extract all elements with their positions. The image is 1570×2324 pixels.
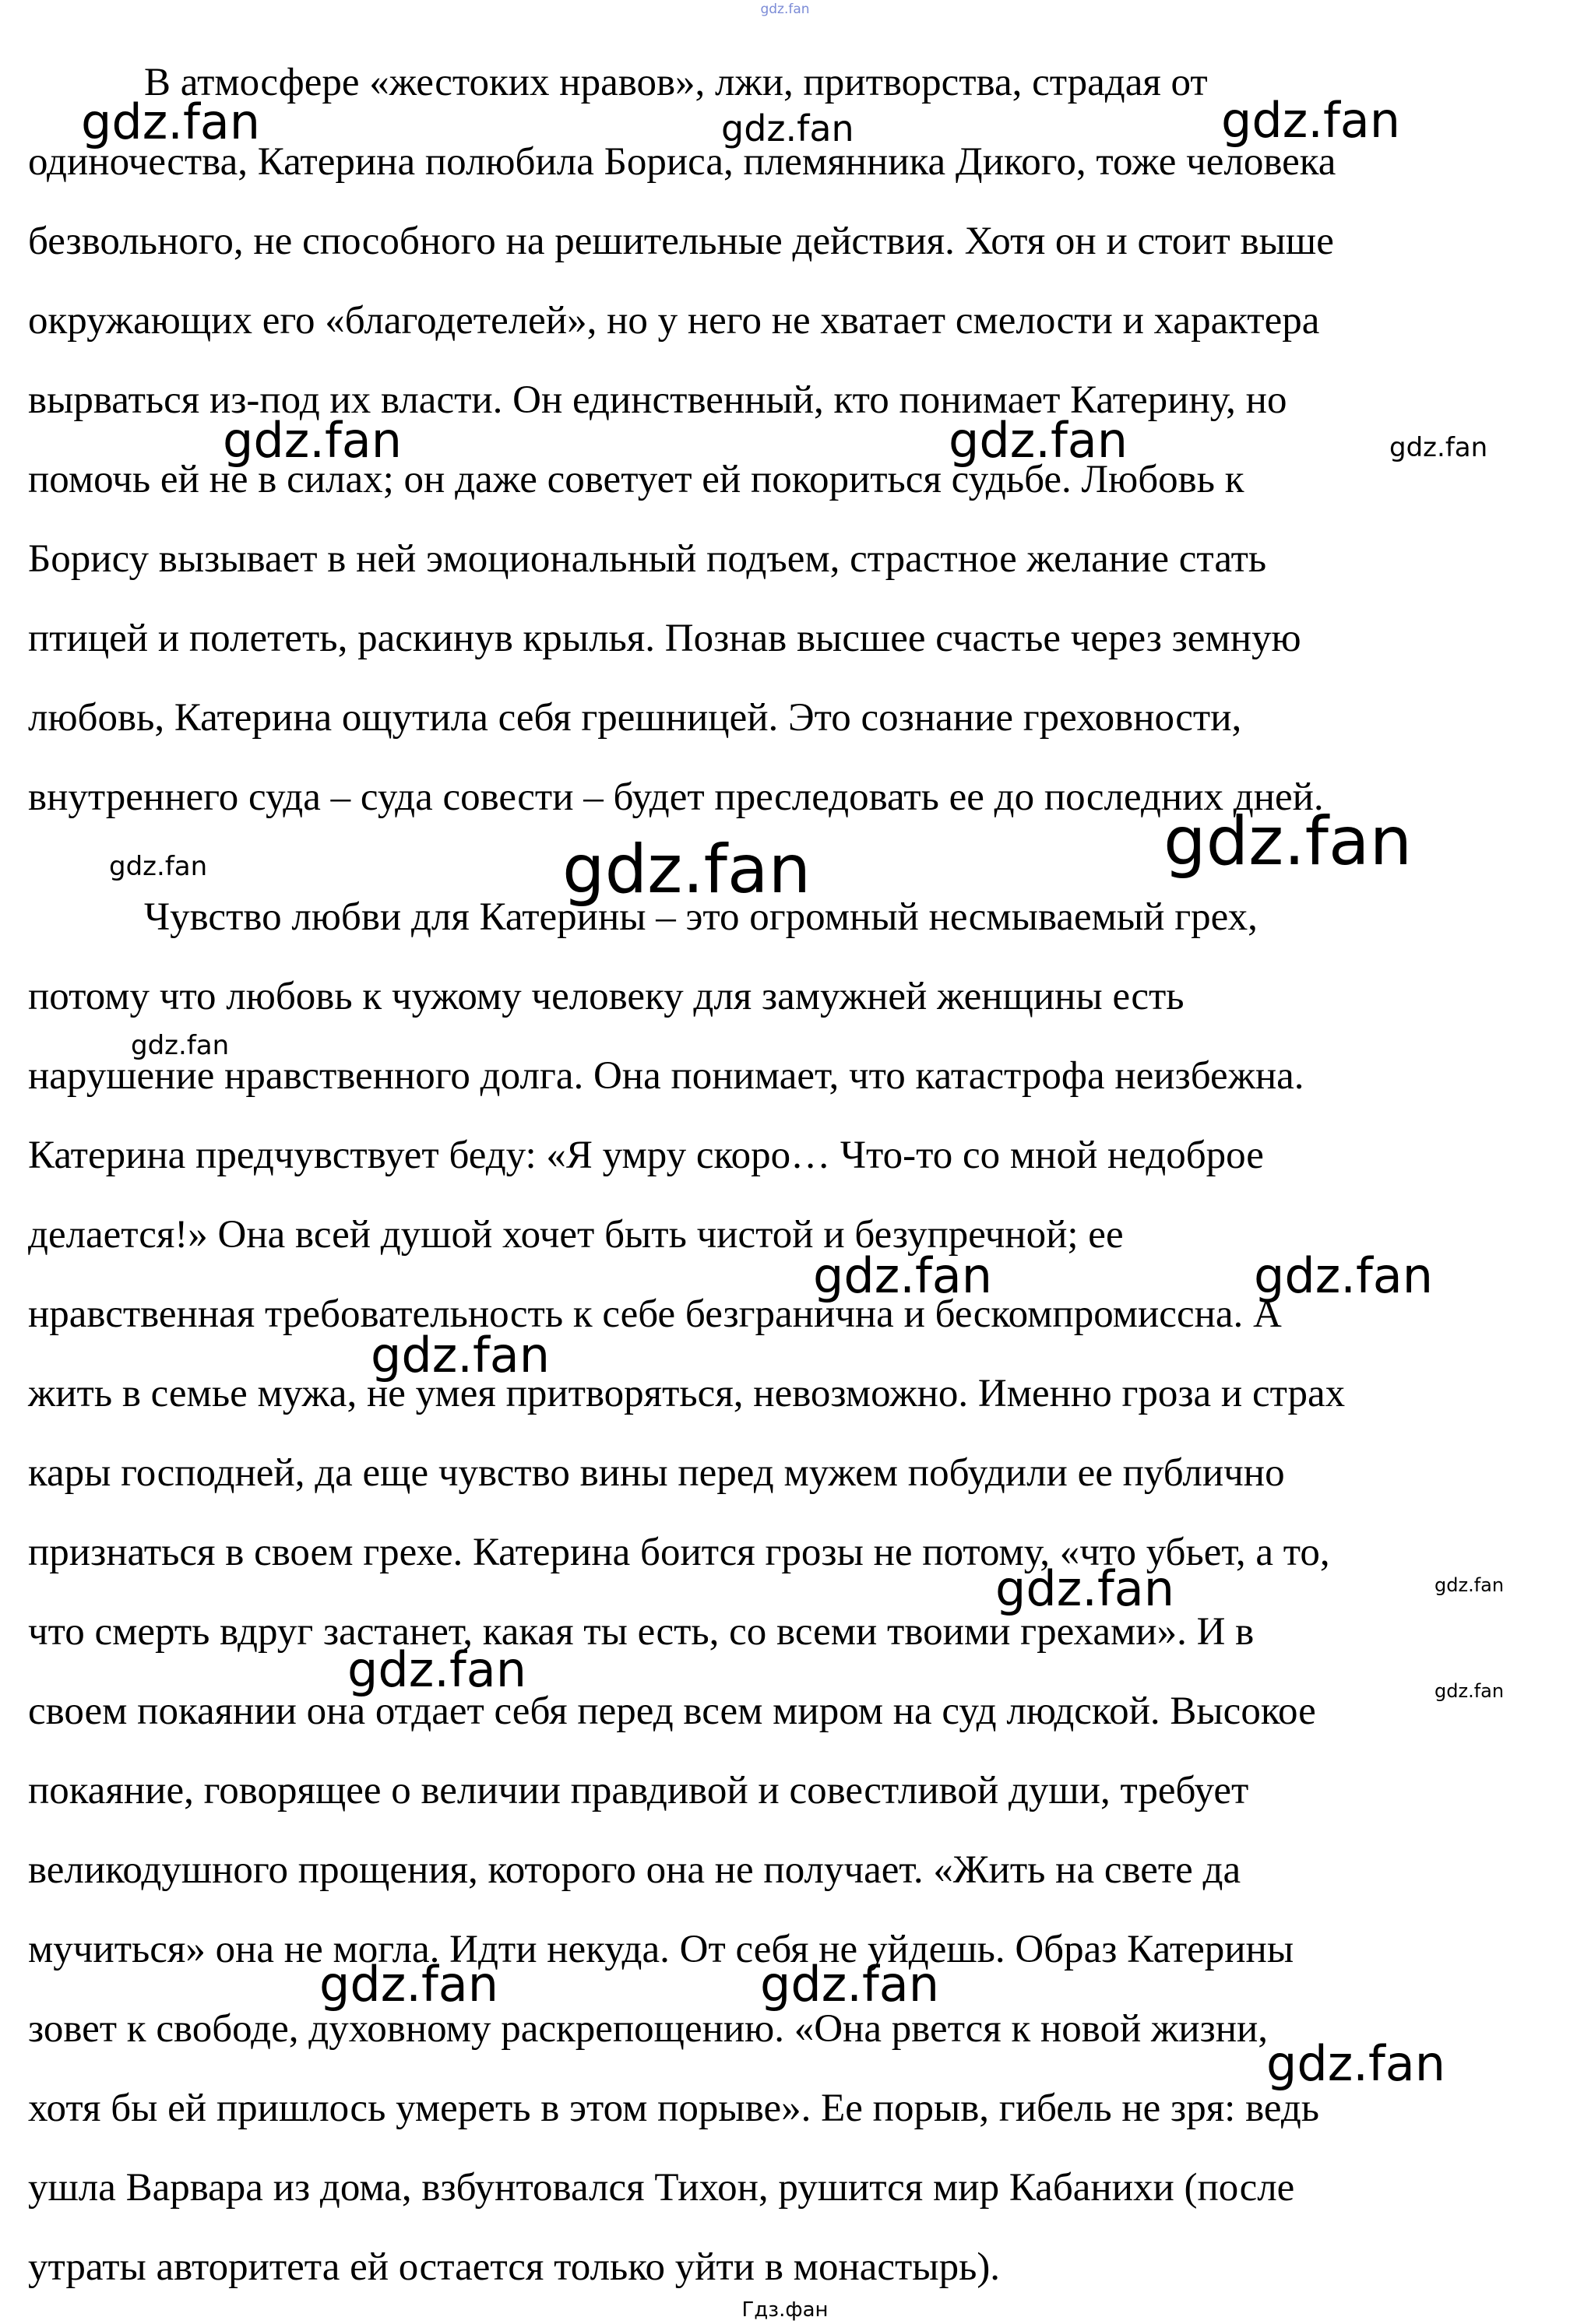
text-line: нравственная требовательность к себе безгранична и бескомпромиссна. А	[28, 1292, 1282, 1336]
watermark: gdz.fan	[223, 412, 403, 469]
watermark: gdz.fan	[81, 93, 261, 150]
text-line: окружающих его «благодетелей», но у него не хватает смелости и характера	[28, 299, 1320, 343]
text-line: нарушение нравственного долга. Она понимает, что катастрофа неизбежна.	[28, 1054, 1304, 1098]
watermark: gdz.fan	[1389, 432, 1488, 463]
text-line: птицей и полететь, раскинув крылья. Познав высшее счастье через земную	[28, 617, 1301, 660]
watermark: gdz.fan	[371, 1327, 551, 1384]
watermark: gdz.fan	[1266, 2035, 1446, 2092]
watermark: gdz.fan	[760, 1956, 940, 2013]
watermark: gdz.fan	[562, 831, 811, 909]
text-line: внутреннего суда – суда совести – будет преследовать ее до последних дней.	[28, 775, 1324, 819]
text-line: делается!» Она всей душой хочет быть чистой и безупречной; ее	[28, 1213, 1124, 1257]
watermark: gdz.fan	[109, 851, 208, 882]
watermark: gdz.fan	[1254, 1247, 1434, 1304]
text-line: безвольного, не способного на решительные действия. Хотя он и стоит выше	[28, 220, 1334, 263]
text-line: великодушного прощения, которого она не получает. «Жить на свете да	[28, 1848, 1241, 1892]
watermark: gdz.fan	[721, 107, 854, 149]
text-line: любовь, Катерина ощутила себя грешницей. Это сознание греховности,	[28, 696, 1242, 740]
text-line: своем покаянии она отдает себя перед всем миром на суд людской. Высокое	[28, 1689, 1316, 1733]
text-line: кары господней, да еще чувство вины перед мужем побудили ее публично	[28, 1451, 1285, 1495]
watermark: gdz.fan	[319, 1956, 499, 2013]
text-line: вырваться из-под их власти. Он единственный, кто понимает Катерину, но	[28, 378, 1287, 422]
text-line: помочь ей не в силах; он даже советует ей покориться судьбе. Любовь к	[28, 458, 1244, 501]
text-line: жить в семье мужа, не умея притворяться, невозможно. Именно гроза и страх	[28, 1372, 1346, 1415]
watermark: gdz.fan	[1163, 803, 1413, 881]
watermark: gdz.fan	[949, 412, 1128, 469]
text-line: потому что любовь к чужому человеку для замужней женщины есть	[28, 975, 1185, 1018]
header-watermark: gdz.fan	[760, 2, 810, 17]
watermark: gdz.fan	[131, 1030, 230, 1061]
text-line: утраты авторитета ей остается только уйти в монастырь).	[28, 2245, 1001, 2289]
text-line: одиночества, Катерина полюбила Бориса, племянника Дикого, тоже человека	[28, 140, 1336, 184]
text-line: зовет к свободе, духовному раскрепощению. «Она рвется к новой жизни,	[28, 2007, 1269, 2051]
watermark: gdz.fan	[1434, 1574, 1505, 1596]
text-line: мучиться» она не могла. Идти некуда. От себя не уйдешь. Образ Катерины	[28, 1928, 1294, 1971]
text-line: хотя бы ей пришлось умереть в этом порыве». Ее порыв, гибель не зря: ведь	[28, 2087, 1320, 2130]
watermark: gdz.fan	[813, 1247, 993, 1304]
text-line: покаяние, говорящее о величии правдивой и совестливой души, требует	[28, 1769, 1249, 1812]
text-line: Борису вызывает в ней эмоциональный подъем, страстное желание стать	[28, 537, 1267, 581]
text-line: признаться в своем грехе. Катерина боится грозы не потому, «что убьет, а то,	[28, 1531, 1330, 1574]
text-line: В атмосфере «жестоких нравов», лжи, притворства, страдая от	[144, 61, 1208, 104]
watermark: gdz.fan	[1434, 1680, 1505, 1702]
text-line: ушла Варвара из дома, взбунтовался Тихон, рушится мир Кабанихи (после	[28, 2166, 1295, 2210]
text-line: что смерть вдруг застанет, какая ты есть, со всеми твоими грехами». И в	[28, 1610, 1255, 1654]
text-line: Катерина предчувствует беду: «Я умру скоро… Что-то со мной недоброе	[28, 1134, 1264, 1177]
footer-watermark: Гдз.фан	[741, 2298, 829, 2322]
text-line: Чувство любви для Катерины – это огромный несмываемый грех,	[144, 895, 1258, 939]
watermark: gdz.fan	[1221, 92, 1401, 149]
watermark: gdz.fan	[995, 1560, 1175, 1617]
watermark: gdz.fan	[347, 1641, 527, 1698]
